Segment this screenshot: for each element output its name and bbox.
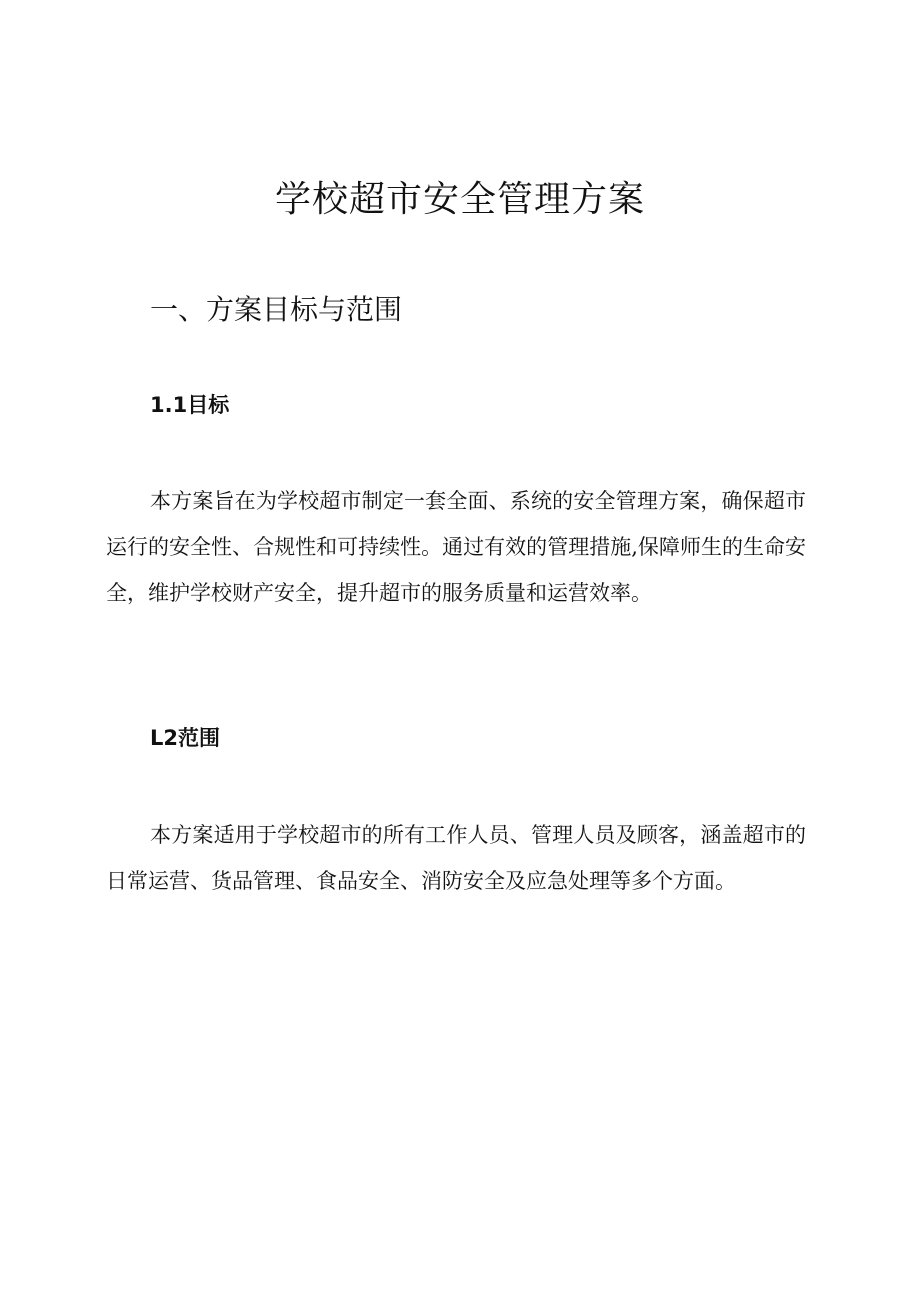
section-heading-goals-scope: 一、方案目标与范围 — [150, 293, 403, 326]
subsection-heading-scope: L2范围 — [150, 726, 220, 750]
goals-paragraph: 本方案旨在为学校超市制定一套全面、系统的安全管理方案，确保超市运行的安全性、合规性和可持续性。通过有效的管理措施,保障师生的生命安全，维护学校财产安全，提升超市的服务质量和运营效率。 — [106, 489, 806, 605]
scope-paragraph: 本方案适用于学校超市的所有工作人员、管理人员及顾客，涵盖超市的日常运营、货品管理、食品安全、消防安全及应急处理等多个方面。 — [106, 823, 806, 893]
document-title: 学校超市安全管理方案 — [274, 179, 645, 220]
subsection-heading-goals: 1.1目标 — [150, 393, 230, 417]
